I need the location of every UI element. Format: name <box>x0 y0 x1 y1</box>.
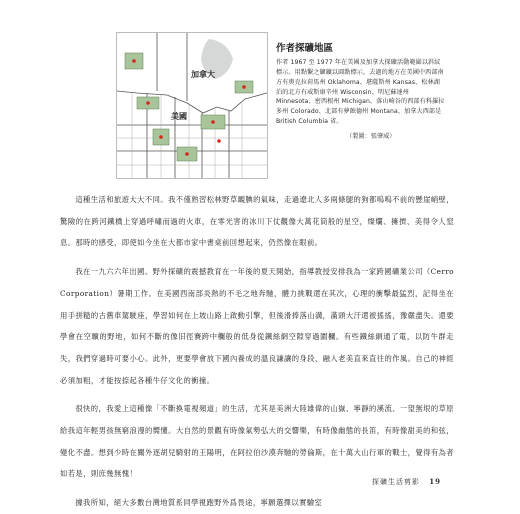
paragraph-2: 我在一九六六年出國。野外探礦的震撼教育在一年後的夏天開始，指導教授安排我為一家跨國礦業公司（Cerro Corporation）暑期工作。在美國西南部炎熱的不毛之地奔馳，體力挑戰還在其次，心理的衝擊最猛烈，記得坐在用手拼糙的古舊車駕駛座，學習如何在上坡山路上啟動引擎，但後滑捧落山溝，滿頭大汗還被搖搖，豫嚴盡失。還要學會在空曠的野地，如何不斷的像旧徑賽跨中欄般的低身從鐵絲網空隙穿過圍欄。有些鐵絲網通了電，以防牛群走失，我們穿過時可要小心。此外，更要學會放下國內養成的溫良謙讓的身段，融入老美直來直往的作風。自己的神經必須加粗，才能按捺起各種牛仔文化的衝撞。 <box>60 267 454 385</box>
mine-marker <box>242 85 246 89</box>
paragraph-4: 據我所知，絕大多數台灣地質系同學視跑野外爲畏途，寧願選擇以實驗室 <box>75 498 323 508</box>
map-graphic <box>117 33 267 178</box>
page-footer <box>372 477 441 487</box>
mine-marker <box>159 135 163 139</box>
article-body <box>60 189 454 514</box>
mine-marker <box>132 59 136 63</box>
caption-body: 作者 1967 至 1977 年在美國及加拿大探礦活動範圍以斜紋標示。用點繫之礦鑛以圓點標示，去過的地方在美國中西部南方有奧克拉荷馬州 Oklahoma、堪薩斯州 Kansas、松林湖泊的北方有威斯康辛州 Wisconsin、明尼蘇達州 Minnesota、密西根州 Michigan、落山崎谷的西部有科羅拉多州 Colorado、北部有夢蝕德州 Montana、加拿大西部是 British Columbia 省。 <box>276 59 445 126</box>
mine-marker <box>211 120 215 124</box>
mine-marker <box>217 139 221 143</box>
paragraph-3: 很快的，我愛上這種像「不斷換電視頻道」的生活，尤其是美洲大陸雄偉的山嶽、寧靜的溪流、一望無垠的草原給我這年輕男孩無窮浪漫的嚮懂。大自然的景觀有時像氣勢弘大的交響樂，有時像幽態的長笛，有時像甜美的和弦，變化不盡。想到少時在關外逐胡兒騎射的王陽明，在阿拉伯沙漠奔馳的勞倫斯，在十萬大山行軍的戰士，覺得有為者如若是，則庶幾無愧！ <box>60 404 454 479</box>
running-title: 探礦生活剪影 <box>372 478 420 486</box>
exploration-map <box>116 32 268 179</box>
mine-marker <box>146 101 150 105</box>
caption-credit: （製圖：張肇威） <box>346 133 396 141</box>
map-label-canada: 加拿大 <box>191 70 215 79</box>
page-number: 19 <box>429 477 441 486</box>
caption-title: 作者探礦地區 <box>276 43 334 54</box>
map-label-usa: 美國 <box>171 112 187 121</box>
paragraph-1: 這種生活和旅遊大大不同。我不僅熟習松林野草靦腆的氣味，走過遼北人多兩條腿的狗都嗚嗚不前的懸崖峭壁，驚險的在跨河鐵橋上穿過呼嘯而過的火車，在零光害的冰川下仗觀像大萬花筒般的星空，燦爛、擁擠、美得令人窒息。那時的感受，即使如今坐在大都市家中書桌前回想起來，仍然像在眼前。 <box>60 195 454 248</box>
map-caption <box>276 40 446 140</box>
mine-marker <box>185 152 189 156</box>
